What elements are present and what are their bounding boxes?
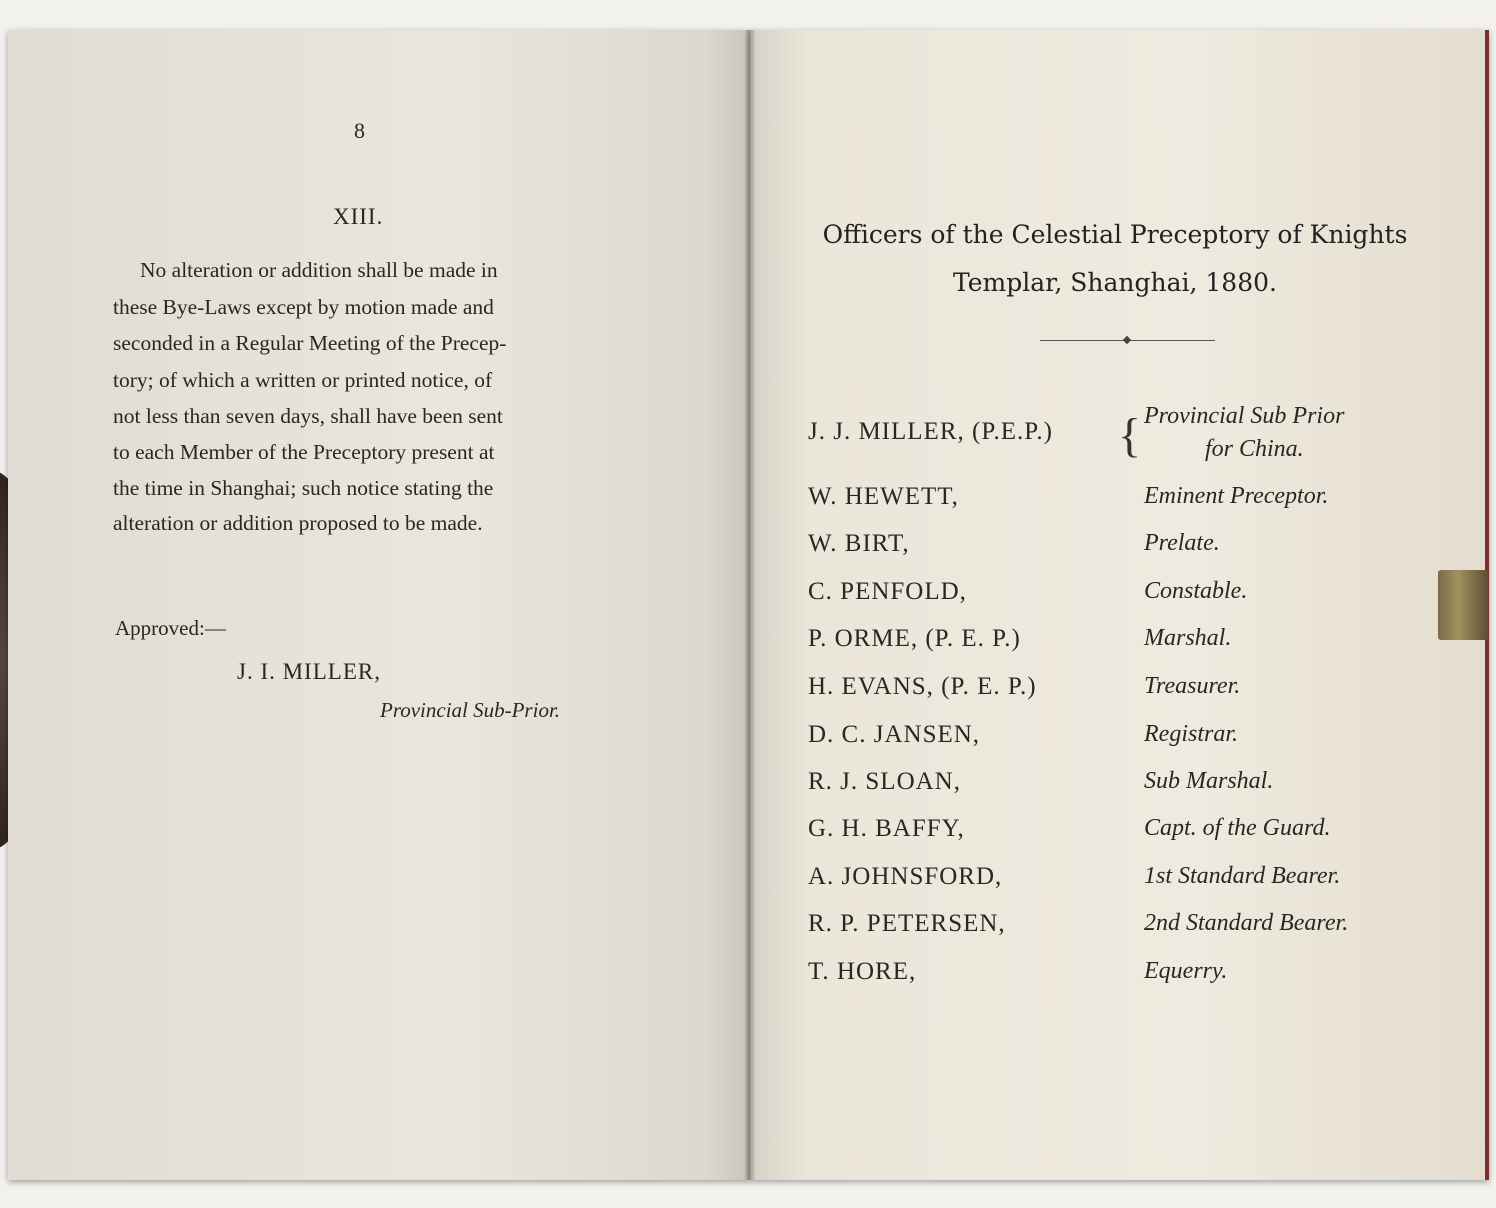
officer-name: T. HORE,: [808, 958, 917, 985]
left-page: [8, 30, 750, 1180]
body-line: the time in Shanghai; such notice stating the: [113, 476, 494, 500]
officer-name: R. P. PETERSEN,: [808, 910, 1006, 937]
officer-title: Sub Marshal.: [1144, 768, 1274, 794]
book-spine: [745, 30, 755, 1180]
officer-title: Treasurer.: [1144, 673, 1241, 699]
body-line: not less than seven days, shall have been sent: [113, 404, 503, 428]
body-line: seconded in a Regular Meeting of the Precep-: [113, 331, 507, 355]
body-line: to each Member of the Preceptory present at: [113, 440, 495, 464]
officers-heading-line2: Templar, Shanghai, 1880.: [953, 268, 1277, 297]
officer-title: for China.: [1205, 436, 1304, 462]
officer-name: P. ORME, (P. E. P.): [808, 625, 1021, 652]
body-line: alteration or addition proposed to be made.: [113, 511, 483, 535]
officer-title: 1st Standard Bearer.: [1144, 863, 1341, 889]
divider-ornament: [1040, 337, 1215, 343]
brace-symbol: {: [1118, 409, 1142, 462]
officer-title: Capt. of the Guard.: [1144, 815, 1331, 841]
officer-name: R. J. SLOAN,: [808, 768, 961, 795]
officer-name: G. H. BAFFY,: [808, 815, 965, 842]
section-numeral: XIII.: [333, 204, 384, 229]
metal-clip: [1438, 570, 1488, 640]
officer-title: Constable.: [1144, 578, 1248, 604]
body-line: these Bye-Laws except by motion made and: [113, 295, 494, 319]
officer-title: Prelate.: [1144, 530, 1220, 556]
officer-name: W. HEWETT,: [808, 483, 959, 510]
body-line: No alteration or addition shall be made in: [140, 258, 498, 282]
approved-label: Approved:—: [115, 616, 226, 640]
officer-name: W. BIRT,: [808, 530, 910, 557]
officer-title: 2nd Standard Bearer.: [1144, 910, 1349, 936]
body-line: tory; of which a written or printed notice, of: [113, 368, 493, 392]
officer-name: C. PENFOLD,: [808, 578, 967, 605]
officer-name: H. EVANS, (P. E. P.): [808, 673, 1037, 700]
signer-role: Provincial Sub-Prior.: [380, 698, 561, 722]
officer-title: Eminent Preceptor.: [1144, 483, 1329, 509]
officer-name: A. JOHNSFORD,: [808, 863, 1003, 890]
officer-title: Marshal.: [1144, 625, 1232, 651]
signer-name: J. I. MILLER,: [237, 659, 381, 684]
officer-title: Registrar.: [1144, 721, 1239, 747]
page-number: 8: [354, 118, 365, 143]
officer-title: Provincial Sub Prior: [1144, 403, 1345, 429]
officer-name: J. J. MILLER, (P.E.P.): [808, 418, 1053, 445]
officer-title: Equerry.: [1144, 958, 1228, 984]
officer-name: D. C. JANSEN,: [808, 721, 981, 748]
officers-heading-line1: Officers of the Celestial Preceptory of Knights: [822, 220, 1408, 249]
